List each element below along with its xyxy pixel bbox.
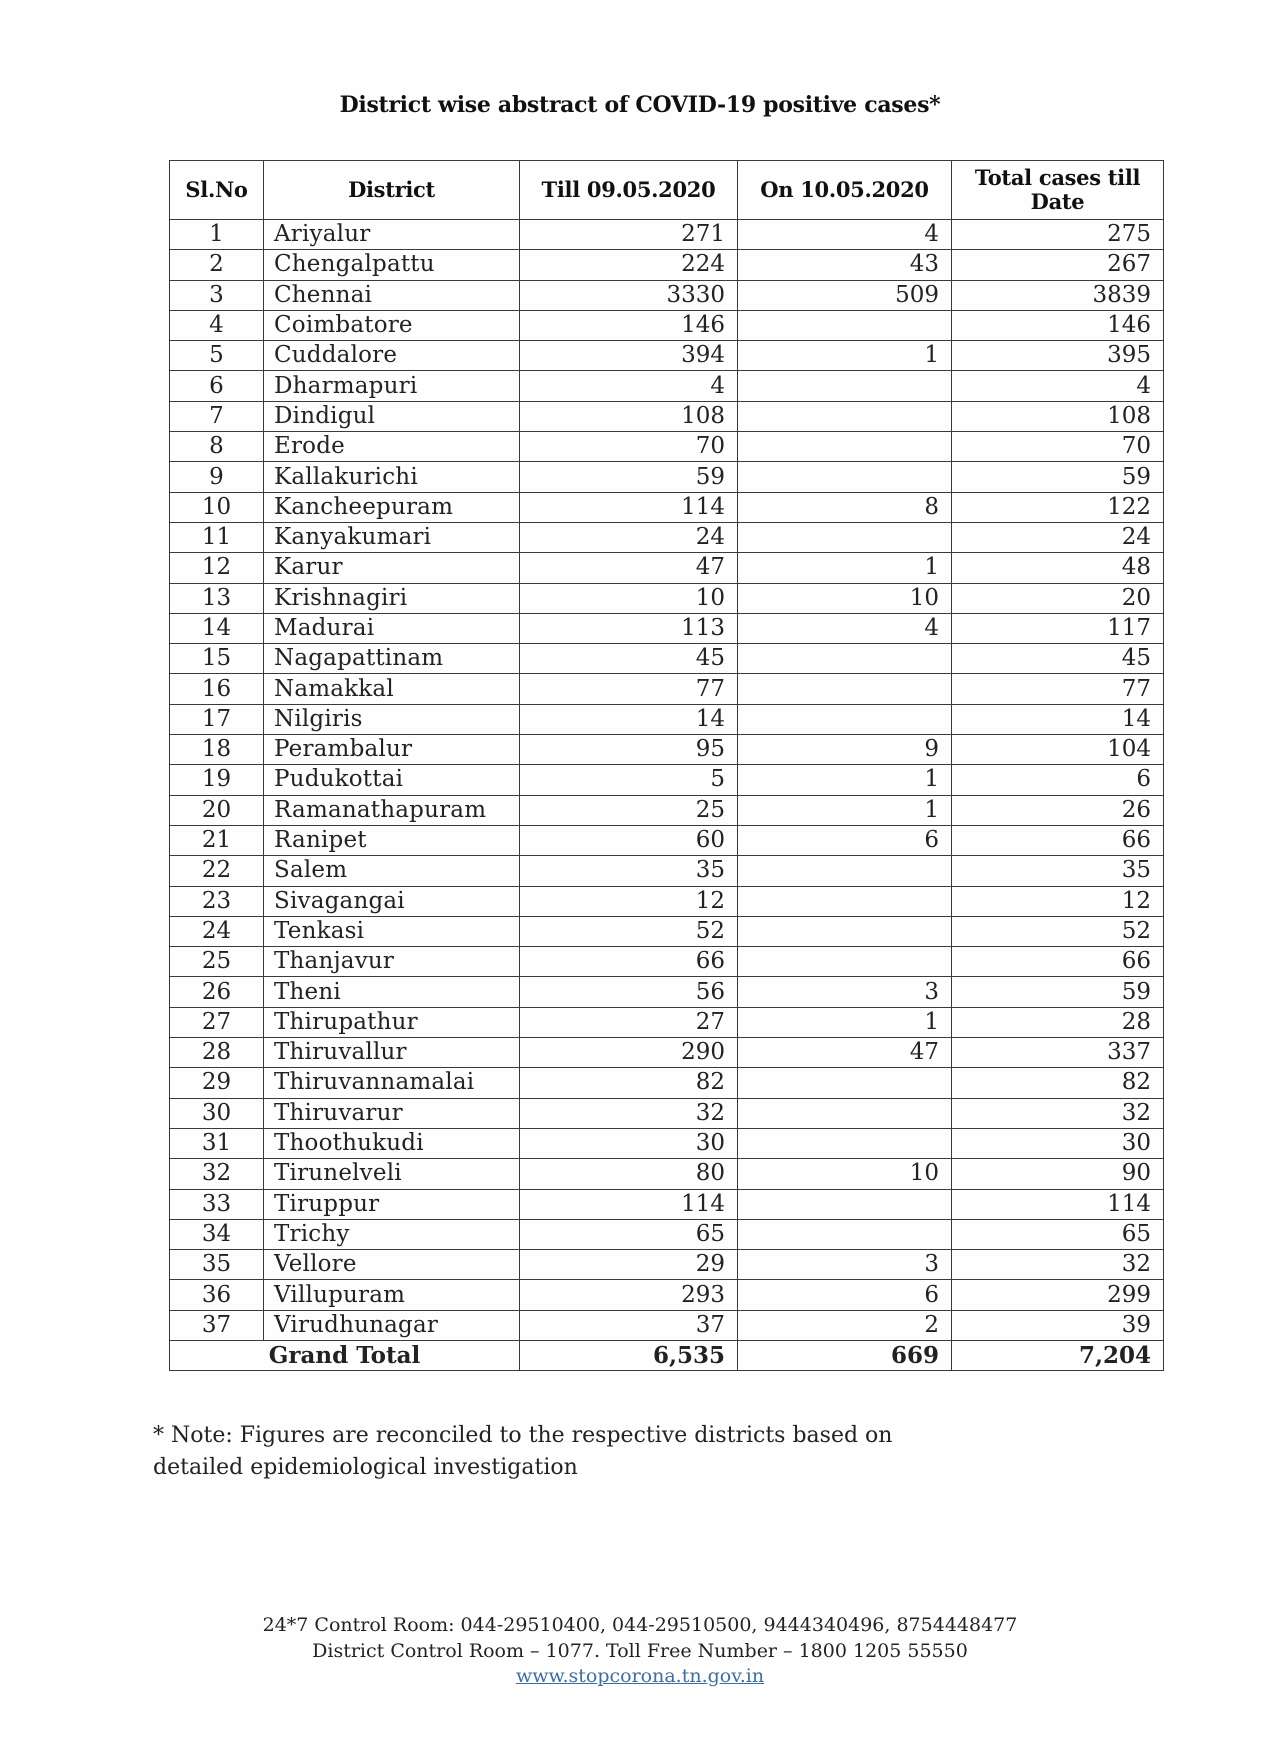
cell-on-date: 4 [738, 220, 952, 250]
cell-till-date: 66 [520, 947, 738, 977]
cell-on-date [738, 1189, 952, 1219]
cell-till-date: 65 [520, 1219, 738, 1249]
cell-total: 30 [952, 1128, 1164, 1158]
table-row [170, 825, 1164, 855]
cell-on-date: 4 [738, 613, 952, 643]
cell-on-date [738, 1219, 952, 1249]
cell-till-date: 146 [520, 310, 738, 340]
cell-total: 14 [952, 704, 1164, 734]
cell-on-date [738, 674, 952, 704]
table-row [170, 280, 1164, 310]
cell-on-date: 10 [738, 1159, 952, 1189]
table-row [170, 310, 1164, 340]
table-row [170, 583, 1164, 613]
cell-sl-no: 5 [170, 341, 264, 371]
cell-district: Karur [264, 553, 520, 583]
cell-till-date: 293 [520, 1280, 738, 1310]
cell-till-date: 3330 [520, 280, 738, 310]
cell-on-date: 47 [738, 1038, 952, 1068]
table-row [170, 765, 1164, 795]
cell-till-date: 394 [520, 341, 738, 371]
table-body [170, 220, 1164, 1341]
cell-total: 28 [952, 1007, 1164, 1037]
table-row [170, 977, 1164, 1007]
cell-total: 77 [952, 674, 1164, 704]
cell-total: 114 [952, 1189, 1164, 1219]
cell-on-date [738, 401, 952, 431]
cell-on-date: 1 [738, 341, 952, 371]
cell-till-date: 113 [520, 613, 738, 643]
cell-sl-no: 6 [170, 371, 264, 401]
header-till-date: Till 09.05.2020 [520, 161, 738, 220]
table-row [170, 1098, 1164, 1128]
cell-on-date [738, 1128, 952, 1158]
cell-on-date [738, 947, 952, 977]
cell-till-date: 77 [520, 674, 738, 704]
cell-on-date: 6 [738, 825, 952, 855]
cell-sl-no: 34 [170, 1219, 264, 1249]
cell-till-date: 95 [520, 735, 738, 765]
cell-district: Salem [264, 856, 520, 886]
cell-total: 24 [952, 522, 1164, 552]
cell-on-date: 8 [738, 492, 952, 522]
table-row [170, 371, 1164, 401]
cell-sl-no: 17 [170, 704, 264, 734]
cell-district: Kancheepuram [264, 492, 520, 522]
cell-on-date [738, 644, 952, 674]
cell-district: Thoothukudi [264, 1128, 520, 1158]
table-row [170, 1128, 1164, 1158]
cell-district: Perambalur [264, 735, 520, 765]
table-row [170, 1280, 1164, 1310]
table-header-row [170, 161, 1164, 220]
table-row [170, 704, 1164, 734]
cell-sl-no: 37 [170, 1310, 264, 1340]
cell-sl-no: 27 [170, 1007, 264, 1037]
cell-on-date [738, 1068, 952, 1098]
cell-district: Nagapattinam [264, 644, 520, 674]
cell-on-date [738, 462, 952, 492]
header-total: Total cases till Date [952, 161, 1164, 220]
table-row [170, 1068, 1164, 1098]
cell-sl-no: 21 [170, 825, 264, 855]
cell-till-date: 80 [520, 1159, 738, 1189]
table-row [170, 856, 1164, 886]
cell-total: 267 [952, 250, 1164, 280]
cell-on-date [738, 1098, 952, 1128]
cell-sl-no: 4 [170, 310, 264, 340]
cell-on-date [738, 310, 952, 340]
cell-total: 82 [952, 1068, 1164, 1098]
cell-district: Tirunelveli [264, 1159, 520, 1189]
cell-sl-no: 10 [170, 492, 264, 522]
table-row [170, 1159, 1164, 1189]
cell-sl-no: 36 [170, 1280, 264, 1310]
cell-district: Nilgiris [264, 704, 520, 734]
cell-on-date: 1 [738, 1007, 952, 1037]
cell-on-date: 3 [738, 977, 952, 1007]
cell-till-date: 27 [520, 1007, 738, 1037]
cell-till-date: 4 [520, 371, 738, 401]
footnote [153, 1420, 1113, 1484]
cell-on-date: 1 [738, 795, 952, 825]
cell-on-date: 509 [738, 280, 952, 310]
cell-district: Madurai [264, 613, 520, 643]
cell-total: 39 [952, 1310, 1164, 1340]
cell-on-date: 2 [738, 1310, 952, 1340]
cell-on-date: 6 [738, 1280, 952, 1310]
cell-till-date: 10 [520, 583, 738, 613]
cell-till-date: 30 [520, 1128, 738, 1158]
header-on-date: On 10.05.2020 [738, 161, 952, 220]
cell-till-date: 224 [520, 250, 738, 280]
table-row [170, 1038, 1164, 1068]
cell-district: Kanyakumari [264, 522, 520, 552]
cell-total: 3839 [952, 280, 1164, 310]
cell-total: 65 [952, 1219, 1164, 1249]
cell-district: Sivagangai [264, 886, 520, 916]
cell-till-date: 108 [520, 401, 738, 431]
table-row [170, 886, 1164, 916]
cell-total: 90 [952, 1159, 1164, 1189]
table-row [170, 644, 1164, 674]
cell-total: 32 [952, 1250, 1164, 1280]
table-row [170, 1250, 1164, 1280]
table-row [170, 613, 1164, 643]
cell-total: 45 [952, 644, 1164, 674]
cell-district: Erode [264, 432, 520, 462]
cell-sl-no: 2 [170, 250, 264, 280]
table-row [170, 341, 1164, 371]
cell-total: 70 [952, 432, 1164, 462]
covid-district-table [169, 160, 1164, 1371]
cell-till-date: 12 [520, 886, 738, 916]
cell-total: 12 [952, 886, 1164, 916]
table-row [170, 947, 1164, 977]
cell-on-date: 9 [738, 735, 952, 765]
cell-on-date [738, 704, 952, 734]
cell-sl-no: 9 [170, 462, 264, 492]
cell-total: 26 [952, 795, 1164, 825]
cell-on-date: 1 [738, 553, 952, 583]
cell-till-date: 47 [520, 553, 738, 583]
footnote-line-1: * Note: Figures are reconciled to the respective districts based on [153, 1423, 893, 1448]
cell-district: Dindigul [264, 401, 520, 431]
cell-sl-no: 29 [170, 1068, 264, 1098]
cell-total: 35 [952, 856, 1164, 886]
cell-on-date [738, 432, 952, 462]
cell-total: 108 [952, 401, 1164, 431]
footnote-line-2: detailed epidemiological investigation [153, 1455, 578, 1480]
cell-till-date: 45 [520, 644, 738, 674]
cell-sl-no: 30 [170, 1098, 264, 1128]
table-row [170, 462, 1164, 492]
document-title: District wise abstract of COVID-19 positive cases* [339, 92, 941, 118]
table-row [170, 250, 1164, 280]
cell-total: 117 [952, 613, 1164, 643]
cell-till-date: 52 [520, 916, 738, 946]
cell-district: Ariyalur [264, 220, 520, 250]
cell-on-date [738, 886, 952, 916]
grand-total-till: 6,535 [520, 1340, 738, 1370]
table-row [170, 735, 1164, 765]
cell-on-date: 10 [738, 583, 952, 613]
cell-on-date [738, 916, 952, 946]
table-row [170, 1189, 1164, 1219]
cell-total: 104 [952, 735, 1164, 765]
cell-total: 6 [952, 765, 1164, 795]
cell-on-date: 1 [738, 765, 952, 795]
table-row [170, 1219, 1164, 1249]
cell-till-date: 37 [520, 1310, 738, 1340]
cell-on-date: 3 [738, 1250, 952, 1280]
cell-till-date: 114 [520, 1189, 738, 1219]
cell-till-date: 114 [520, 492, 738, 522]
cell-sl-no: 15 [170, 644, 264, 674]
cell-till-date: 35 [520, 856, 738, 886]
cell-total: 32 [952, 1098, 1164, 1128]
table-row [170, 522, 1164, 552]
cell-till-date: 60 [520, 825, 738, 855]
cell-till-date: 24 [520, 522, 738, 552]
control-room-numbers: 24*7 Control Room: 044-29510400, 044-29510500, 9444340496, 8754448477 [262, 1614, 1018, 1636]
cell-sl-no: 3 [170, 280, 264, 310]
cell-district: Tenkasi [264, 916, 520, 946]
cell-total: 52 [952, 916, 1164, 946]
cell-sl-no: 32 [170, 1159, 264, 1189]
cell-till-date: 29 [520, 1250, 738, 1280]
cell-district: Theni [264, 977, 520, 1007]
cell-total: 299 [952, 1280, 1164, 1310]
table-row [170, 492, 1164, 522]
cell-total: 275 [952, 220, 1164, 250]
cell-till-date: 32 [520, 1098, 738, 1128]
cell-sl-no: 22 [170, 856, 264, 886]
cell-sl-no: 20 [170, 795, 264, 825]
cell-till-date: 59 [520, 462, 738, 492]
cell-total: 59 [952, 977, 1164, 1007]
cell-till-date: 56 [520, 977, 738, 1007]
table-row [170, 916, 1164, 946]
cell-sl-no: 23 [170, 886, 264, 916]
cell-district: Vellore [264, 1250, 520, 1280]
header-district: District [264, 161, 520, 220]
cell-district: Tiruppur [264, 1189, 520, 1219]
cell-on-date [738, 371, 952, 401]
cell-sl-no: 14 [170, 613, 264, 643]
cell-sl-no: 31 [170, 1128, 264, 1158]
table-row [170, 432, 1164, 462]
cell-total: 66 [952, 825, 1164, 855]
table-row [170, 674, 1164, 704]
cell-total: 66 [952, 947, 1164, 977]
cell-sl-no: 24 [170, 916, 264, 946]
cell-district: Thiruvallur [264, 1038, 520, 1068]
cell-total: 48 [952, 553, 1164, 583]
cell-sl-no: 1 [170, 220, 264, 250]
cell-till-date: 14 [520, 704, 738, 734]
cell-sl-no: 11 [170, 522, 264, 552]
cell-sl-no: 28 [170, 1038, 264, 1068]
table-row [170, 795, 1164, 825]
cell-district: Dharmapuri [264, 371, 520, 401]
table-row [170, 220, 1164, 250]
cell-district: Cuddalore [264, 341, 520, 371]
cell-total: 337 [952, 1038, 1164, 1068]
website-link[interactable]: www.stopcorona.tn.gov.in [515, 1665, 765, 1687]
grand-total-label: Grand Total [170, 1340, 520, 1370]
cell-till-date: 5 [520, 765, 738, 795]
cell-total: 59 [952, 462, 1164, 492]
cell-district: Virudhunagar [264, 1310, 520, 1340]
cell-sl-no: 8 [170, 432, 264, 462]
cell-district: Thanjavur [264, 947, 520, 977]
cell-district: Ranipet [264, 825, 520, 855]
cell-district: Thiruvannamalai [264, 1068, 520, 1098]
cell-till-date: 70 [520, 432, 738, 462]
cell-sl-no: 13 [170, 583, 264, 613]
cell-sl-no: 12 [170, 553, 264, 583]
contact-footer [0, 1613, 1280, 1690]
cell-on-date: 43 [738, 250, 952, 280]
cell-on-date [738, 856, 952, 886]
cell-district: Kallakurichi [264, 462, 520, 492]
cell-district: Pudukottai [264, 765, 520, 795]
cell-district: Krishnagiri [264, 583, 520, 613]
cell-district: Ramanathapuram [264, 795, 520, 825]
grand-total-row [170, 1340, 1164, 1370]
cell-total: 395 [952, 341, 1164, 371]
cell-sl-no: 35 [170, 1250, 264, 1280]
cell-till-date: 271 [520, 220, 738, 250]
table-row [170, 1310, 1164, 1340]
cell-till-date: 25 [520, 795, 738, 825]
cell-total: 4 [952, 371, 1164, 401]
cell-sl-no: 25 [170, 947, 264, 977]
header-sl-no: Sl.No [170, 161, 264, 220]
cell-district: Namakkal [264, 674, 520, 704]
cell-sl-no: 33 [170, 1189, 264, 1219]
table-row [170, 1007, 1164, 1037]
cell-total: 20 [952, 583, 1164, 613]
table-row [170, 401, 1164, 431]
cell-sl-no: 7 [170, 401, 264, 431]
cell-sl-no: 26 [170, 977, 264, 1007]
table-row [170, 553, 1164, 583]
cell-on-date [738, 522, 952, 552]
cell-district: Coimbatore [264, 310, 520, 340]
cell-till-date: 290 [520, 1038, 738, 1068]
cell-district: Thiruvarur [264, 1098, 520, 1128]
cell-district: Chengalpattu [264, 250, 520, 280]
cell-district: Thirupathur [264, 1007, 520, 1037]
grand-total-total: 7,204 [952, 1340, 1164, 1370]
cell-total: 122 [952, 492, 1164, 522]
district-control-room: District Control Room – 1077. Toll Free Number – 1800 1205 55550 [312, 1639, 968, 1662]
cell-till-date: 82 [520, 1068, 738, 1098]
cell-total: 146 [952, 310, 1164, 340]
cell-sl-no: 16 [170, 674, 264, 704]
cell-district: Villupuram [264, 1280, 520, 1310]
cell-district: Trichy [264, 1219, 520, 1249]
grand-total-on: 669 [738, 1340, 952, 1370]
cell-sl-no: 18 [170, 735, 264, 765]
cell-sl-no: 19 [170, 765, 264, 795]
cell-district: Chennai [264, 280, 520, 310]
